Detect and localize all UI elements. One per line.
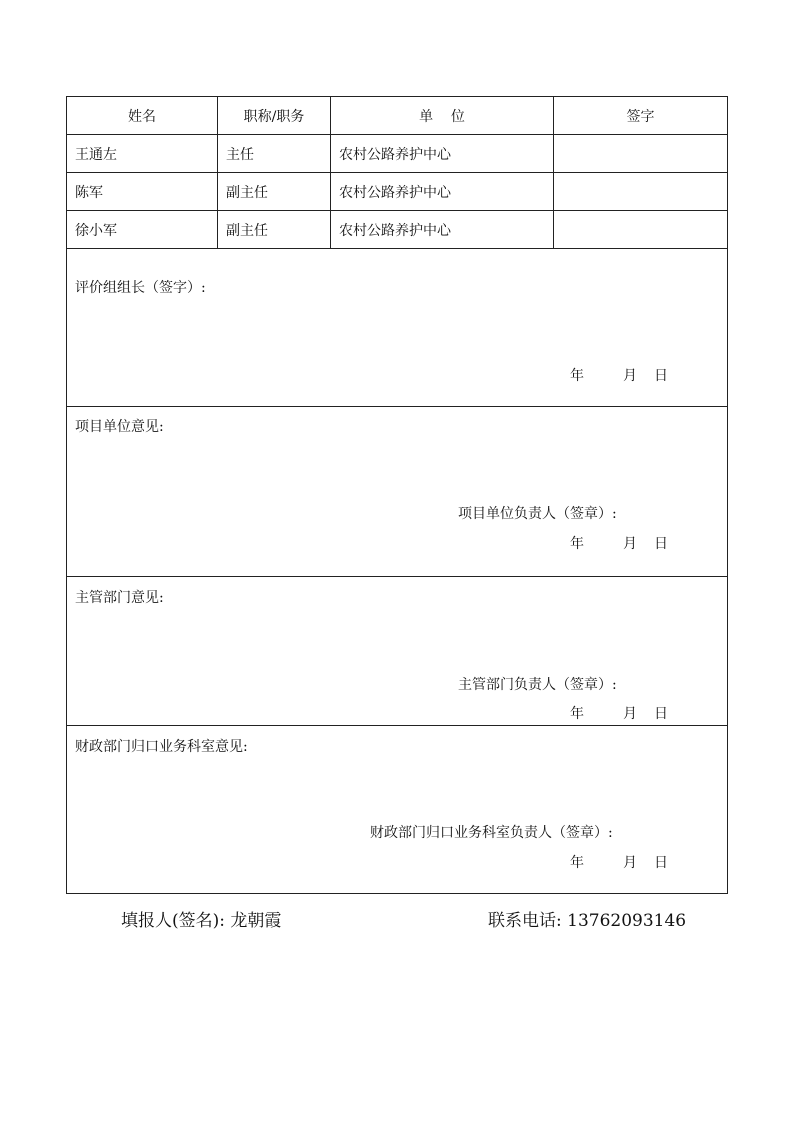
member-name: 徐小军	[67, 211, 218, 248]
header-unit	[331, 97, 554, 134]
member-name: 陈军	[67, 173, 218, 210]
table-row	[67, 211, 727, 249]
member-name: 王通左	[67, 135, 218, 172]
filler-signature: 填报人(签名): 龙朝霞	[121, 911, 282, 931]
contact-phone: 联系电话: 13762093146	[488, 911, 687, 931]
member-unit: 农村公路养护中心	[331, 135, 554, 172]
year-label: 年	[570, 368, 584, 384]
project-unit-signer: 项目单位负责人（签章）:	[458, 506, 617, 522]
day-label: 日	[654, 706, 668, 722]
table-row	[67, 135, 727, 173]
member-unit: 农村公路养护中心	[331, 211, 554, 248]
finance-signer: 财政部门归口业务科室负责人（签章）:	[370, 825, 613, 841]
month-label: 月	[623, 536, 637, 552]
dept-signer: 主管部门负责人（签章）:	[458, 677, 617, 693]
dept-date	[570, 703, 668, 723]
member-sign[interactable]	[554, 135, 727, 172]
finance-date	[570, 852, 668, 872]
member-unit: 农村公路养护中心	[331, 173, 554, 210]
year-label: 年	[570, 536, 584, 552]
header-unit-text: 单 位	[419, 108, 465, 125]
header-title: 职称/职务	[218, 97, 331, 134]
day-label: 日	[654, 855, 668, 871]
finance-label: 财政部门归口业务科室意见:	[75, 739, 248, 755]
year-label: 年	[570, 706, 584, 722]
day-label: 日	[654, 536, 668, 552]
evaluation-form	[66, 96, 728, 894]
month-label: 月	[623, 368, 637, 384]
header-name: 姓名	[67, 97, 218, 134]
leader-section[interactable]	[67, 249, 727, 407]
project-unit-date	[570, 533, 668, 553]
member-sign[interactable]	[554, 211, 727, 248]
day-label: 日	[654, 368, 668, 384]
member-title: 副主任	[218, 173, 331, 210]
table-row	[67, 173, 727, 211]
member-title: 副主任	[218, 211, 331, 248]
leader-label: 评价组组长（签字）:	[75, 280, 206, 296]
table-header-row	[67, 97, 727, 135]
month-label: 月	[623, 855, 637, 871]
header-sign: 签字	[626, 108, 655, 125]
year-label: 年	[570, 855, 584, 871]
dept-section[interactable]	[67, 577, 727, 726]
finance-section[interactable]	[67, 726, 727, 893]
dept-label: 主管部门意见:	[75, 590, 164, 606]
member-title: 主任	[218, 135, 331, 172]
project-unit-label: 项目单位意见:	[75, 419, 164, 435]
month-label: 月	[623, 706, 637, 722]
member-sign[interactable]	[554, 173, 727, 210]
leader-date	[570, 365, 668, 385]
project-unit-section[interactable]	[67, 407, 727, 577]
